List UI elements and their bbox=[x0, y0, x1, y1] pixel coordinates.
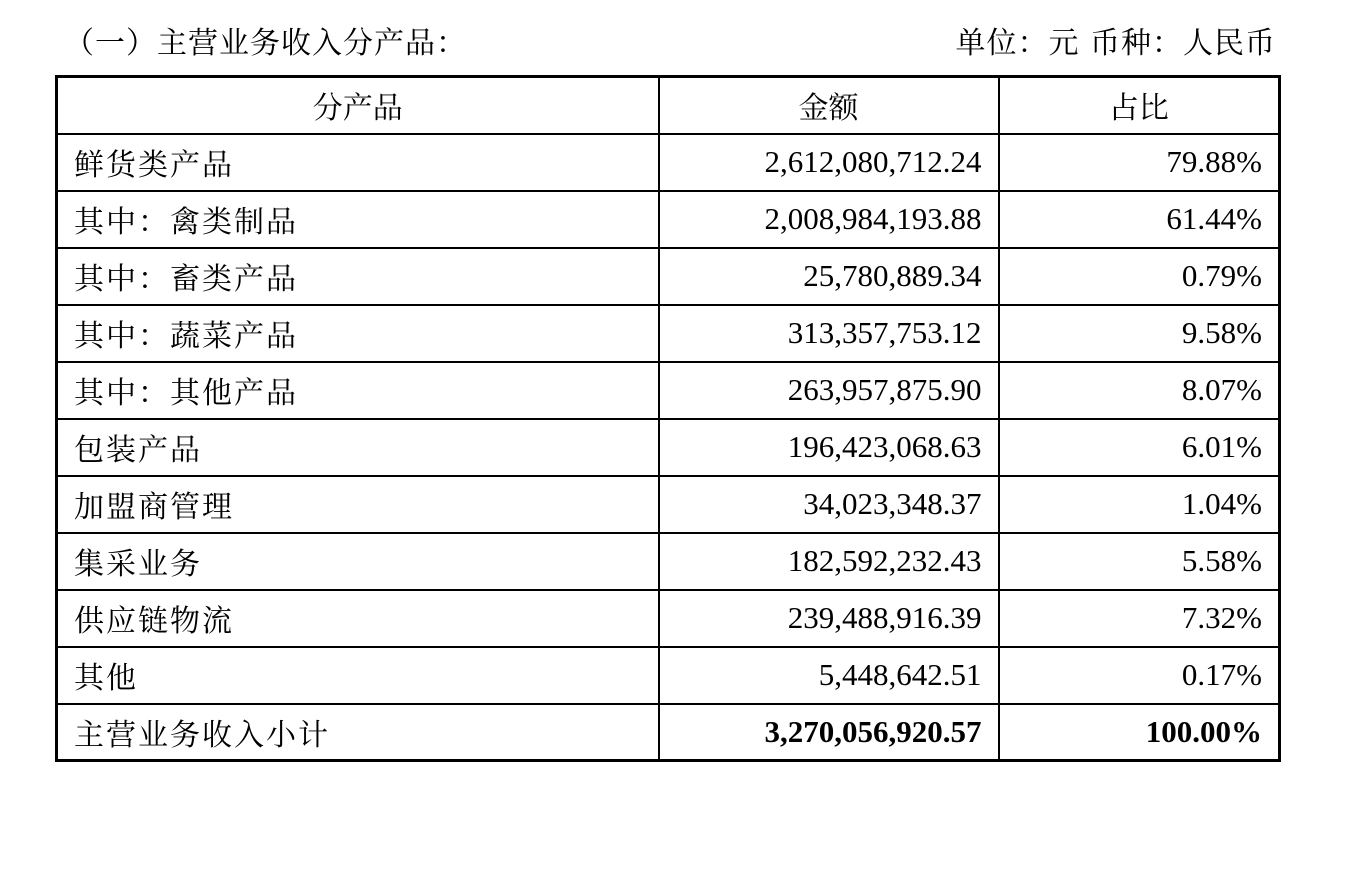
share-cell: 61.44% bbox=[999, 191, 1280, 248]
table-row bbox=[57, 476, 1280, 533]
section-caption: （一）主营业务收入分产品： bbox=[64, 26, 467, 61]
table-row bbox=[57, 590, 1280, 647]
amount-cell: 34,023,348.37 bbox=[659, 476, 999, 533]
header-amount: 金额 bbox=[659, 77, 999, 134]
product-cell: 其中：畜类产品 bbox=[57, 248, 659, 305]
share-cell: 9.58% bbox=[999, 305, 1280, 362]
table-row bbox=[57, 305, 1280, 362]
amount-cell: 239,488,916.39 bbox=[659, 590, 999, 647]
amount-cell: 25,780,889.34 bbox=[659, 248, 999, 305]
table-row bbox=[57, 191, 1280, 248]
product-cell: 其中：禽类制品 bbox=[57, 191, 659, 248]
amount-cell: 5,448,642.51 bbox=[659, 647, 999, 704]
product-cell: 鲜货类产品 bbox=[57, 134, 659, 191]
amount-cell: 263,957,875.90 bbox=[659, 362, 999, 419]
share-cell: 79.88% bbox=[999, 134, 1280, 191]
table-header-row bbox=[57, 77, 1280, 134]
product-cell: 包装产品 bbox=[57, 419, 659, 476]
table-row bbox=[57, 419, 1280, 476]
share-cell: 7.32% bbox=[999, 590, 1280, 647]
product-cell: 加盟商管理 bbox=[57, 476, 659, 533]
product-cell: 其他 bbox=[57, 647, 659, 704]
header-product: 分产品 bbox=[57, 77, 659, 134]
share-cell: 6.01% bbox=[999, 419, 1280, 476]
total-amount-cell: 3,270,056,920.57 bbox=[659, 704, 999, 761]
table-row bbox=[57, 362, 1280, 419]
table-total-row bbox=[57, 704, 1280, 761]
table-row bbox=[57, 647, 1280, 704]
share-cell: 0.79% bbox=[999, 248, 1280, 305]
share-cell: 0.17% bbox=[999, 647, 1280, 704]
share-cell: 5.58% bbox=[999, 533, 1280, 590]
amount-cell: 182,592,232.43 bbox=[659, 533, 999, 590]
unit-currency-note: 单位：元 币种：人民币 bbox=[955, 26, 1276, 61]
total-label-cell: 主营业务收入小计 bbox=[57, 704, 659, 761]
amount-cell: 313,357,753.12 bbox=[659, 305, 999, 362]
table-row bbox=[57, 533, 1280, 590]
product-cell: 其中：蔬菜产品 bbox=[57, 305, 659, 362]
share-cell: 8.07% bbox=[999, 362, 1280, 419]
table-row bbox=[57, 248, 1280, 305]
table-row bbox=[57, 134, 1280, 191]
header-share: 占比 bbox=[999, 77, 1280, 134]
product-cell: 其中：其他产品 bbox=[57, 362, 659, 419]
total-share-cell: 100.00% bbox=[999, 704, 1280, 761]
amount-cell: 2,612,080,712.24 bbox=[659, 134, 999, 191]
product-cell: 供应链物流 bbox=[57, 590, 659, 647]
product-cell: 集采业务 bbox=[57, 533, 659, 590]
share-cell: 1.04% bbox=[999, 476, 1280, 533]
amount-cell: 2,008,984,193.88 bbox=[659, 191, 999, 248]
amount-cell: 196,423,068.63 bbox=[659, 419, 999, 476]
revenue-by-product-table bbox=[55, 75, 1281, 762]
